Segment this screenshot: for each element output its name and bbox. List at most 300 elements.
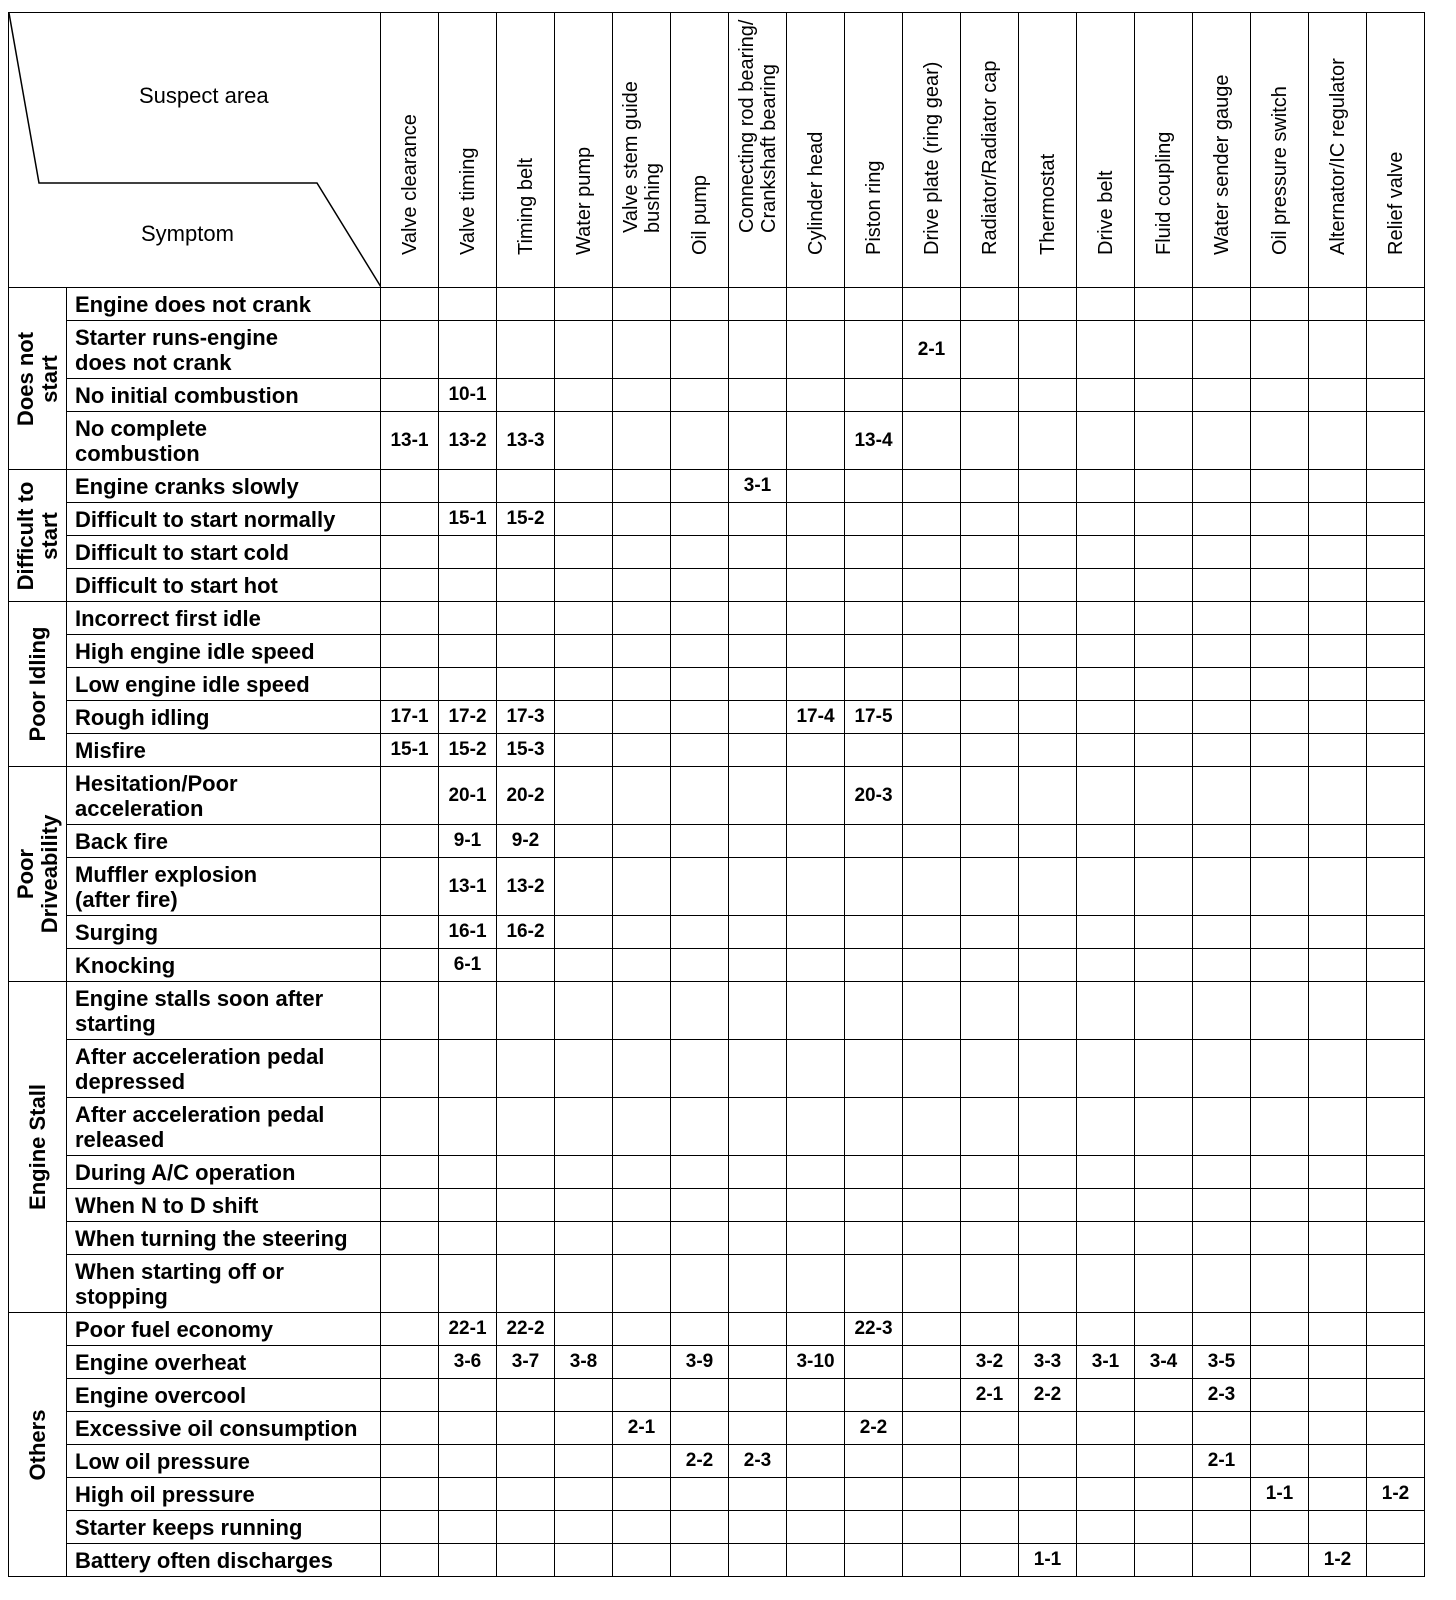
reference-cell: [671, 1478, 729, 1511]
reference-cell: [1193, 825, 1251, 858]
reference-cell: [1367, 825, 1425, 858]
symptom-cell: [67, 916, 381, 949]
reference-cell: 17-5: [845, 701, 903, 734]
reference-cell: 15-2: [439, 734, 497, 767]
reference-cell: [1077, 503, 1135, 536]
reference-cell: [1193, 536, 1251, 569]
reference-cell: [555, 1544, 613, 1577]
reference-cell: [1367, 668, 1425, 701]
reference-cell: [787, 1156, 845, 1189]
reference-cell: [903, 734, 961, 767]
reference-cell: [555, 1189, 613, 1222]
reference-cell: [671, 1544, 729, 1577]
reference-cell: 20-1: [439, 767, 497, 825]
reference-cell: [439, 288, 497, 321]
reference-cell: [961, 1412, 1019, 1445]
reference-cell: [1193, 379, 1251, 412]
symptom-cell: [67, 949, 381, 982]
symptom-cell: [67, 470, 381, 503]
reference-cell: [1309, 668, 1367, 701]
column-header-line: Valve timing: [456, 147, 479, 255]
reference-cell: [845, 635, 903, 668]
reference-cell: [729, 916, 787, 949]
reference-cell: [1309, 1098, 1367, 1156]
group-others: [9, 1313, 67, 1577]
symptom-cell: [67, 1478, 381, 1511]
reference-cell: [613, 858, 671, 916]
reference-cell: [1019, 858, 1077, 916]
column-header-fluid-coupling: [1135, 13, 1193, 288]
reference-cell: [1077, 1189, 1135, 1222]
reference-cell: [1309, 1511, 1367, 1544]
table-row: [9, 668, 1425, 701]
reference-cell: [1251, 982, 1309, 1040]
reference-cell: [845, 470, 903, 503]
reference-cell: [1193, 1511, 1251, 1544]
reference-cell: [1309, 1255, 1367, 1313]
reference-cell: [845, 602, 903, 635]
reference-cell: [845, 536, 903, 569]
reference-cell: [787, 1511, 845, 1544]
reference-cell: [497, 1478, 555, 1511]
reference-cell: [555, 470, 613, 503]
group-label: [26, 627, 50, 742]
reference-cell: [1135, 288, 1193, 321]
reference-cell: [1367, 916, 1425, 949]
reference-cell: 15-1: [439, 503, 497, 536]
reference-cell: [903, 668, 961, 701]
reference-cell: [381, 536, 439, 569]
group-label: [26, 1084, 50, 1210]
symptom-text: Hesitation/Poor: [75, 770, 238, 796]
reference-cell: [1193, 470, 1251, 503]
reference-cell: [1367, 1346, 1425, 1379]
reference-cell: [671, 1040, 729, 1098]
reference-cell: [613, 1098, 671, 1156]
reference-cell: [1367, 321, 1425, 379]
reference-cell: [1309, 858, 1367, 916]
reference-cell: [1193, 1412, 1251, 1445]
column-header-drive-plate-ring-gear: [903, 13, 961, 288]
reference-cell: [903, 1313, 961, 1346]
reference-cell: [1309, 949, 1367, 982]
symptom-text: combustion: [75, 440, 200, 466]
reference-cell: [1077, 1544, 1135, 1577]
table-row: [9, 734, 1425, 767]
reference-cell: [555, 701, 613, 734]
reference-cell: [381, 379, 439, 412]
reference-cell: [845, 916, 903, 949]
reference-cell: [729, 949, 787, 982]
reference-cell: [613, 1445, 671, 1478]
column-header-label: [1211, 75, 1233, 255]
reference-cell: [1135, 949, 1193, 982]
reference-cell: 17-4: [787, 701, 845, 734]
table-row: [9, 288, 1425, 321]
reference-cell: 3-2: [961, 1346, 1019, 1379]
reference-cell: [1193, 916, 1251, 949]
reference-cell: [1367, 635, 1425, 668]
reference-cell: [439, 1255, 497, 1313]
symptom-text: Surging: [75, 919, 159, 945]
reference-cell: [613, 1255, 671, 1313]
reference-cell: [613, 288, 671, 321]
reference-cell: [613, 1478, 671, 1511]
reference-cell: [555, 668, 613, 701]
reference-cell: [903, 1346, 961, 1379]
reference-cell: [671, 379, 729, 412]
reference-cell: [1077, 858, 1135, 916]
reference-cell: [903, 503, 961, 536]
reference-cell: [671, 536, 729, 569]
column-header-line: bushing: [641, 162, 664, 233]
symptom-text: After acceleration pedal: [75, 1101, 325, 1127]
group-label-line: start: [36, 354, 62, 403]
symptom-cell: [67, 1255, 381, 1313]
reference-cell: [1077, 982, 1135, 1040]
column-header-valve-timing: [439, 13, 497, 288]
reference-cell: [1077, 1379, 1135, 1412]
reference-cell: [1251, 1255, 1309, 1313]
reference-cell: [903, 767, 961, 825]
reference-cell: [787, 470, 845, 503]
reference-cell: [787, 536, 845, 569]
reference-cell: [1019, 288, 1077, 321]
reference-cell: [555, 379, 613, 412]
symptom-text: does not crank: [75, 349, 232, 375]
column-header-timing-belt: [497, 13, 555, 288]
column-header-label: [1037, 154, 1059, 255]
symptom-text: Engine overheat: [75, 1349, 247, 1375]
reference-cell: [845, 1255, 903, 1313]
reference-cell: [1309, 412, 1367, 470]
reference-cell: 2-2: [845, 1412, 903, 1445]
reference-cell: [729, 503, 787, 536]
reference-cell: [1251, 1189, 1309, 1222]
symptom-text: Incorrect first idle: [75, 605, 261, 631]
column-header-label: [1095, 171, 1117, 255]
reference-cell: [961, 668, 1019, 701]
column-header-line: Connecting rod bearing/: [735, 19, 758, 233]
reference-cell: [787, 1222, 845, 1255]
reference-cell: [729, 825, 787, 858]
reference-cell: [1135, 668, 1193, 701]
reference-cell: 3-1: [1077, 1346, 1135, 1379]
reference-cell: [729, 1040, 787, 1098]
reference-cell: [1193, 1313, 1251, 1346]
reference-cell: [1309, 1412, 1367, 1445]
symptom-text: No complete: [75, 415, 208, 441]
reference-cell: [1077, 412, 1135, 470]
reference-cell: [381, 1255, 439, 1313]
reference-cell: [1367, 1379, 1425, 1412]
column-header-line: Valve stem guide: [619, 81, 642, 233]
reference-cell: 16-1: [439, 916, 497, 949]
reference-cell: [961, 701, 1019, 734]
reference-cell: [903, 701, 961, 734]
table-row: [9, 1445, 1425, 1478]
reference-cell: [729, 635, 787, 668]
symptom-cell: [67, 1313, 381, 1346]
reference-cell: [961, 1544, 1019, 1577]
symptom-text: No initial combustion: [75, 382, 299, 408]
reference-cell: [1251, 1346, 1309, 1379]
reference-cell: [845, 1156, 903, 1189]
reference-cell: [729, 982, 787, 1040]
reference-cell: [381, 1379, 439, 1412]
symptom-text: starting: [75, 1010, 156, 1036]
reference-cell: [1019, 503, 1077, 536]
reference-cell: [1309, 288, 1367, 321]
reference-cell: [729, 536, 787, 569]
reference-cell: [555, 1222, 613, 1255]
reference-cell: [1019, 982, 1077, 1040]
reference-cell: [381, 1313, 439, 1346]
reference-cell: [845, 668, 903, 701]
reference-cell: [439, 1511, 497, 1544]
reference-cell: [1309, 1156, 1367, 1189]
reference-cell: [729, 1478, 787, 1511]
column-header-valve-clearance: [381, 13, 439, 288]
reference-cell: [671, 858, 729, 916]
reference-cell: [1135, 767, 1193, 825]
reference-cell: [1077, 1098, 1135, 1156]
reference-cell: [671, 288, 729, 321]
column-header-line: Cylinder head: [804, 131, 827, 255]
reference-cell: [729, 701, 787, 734]
reference-cell: [1367, 1156, 1425, 1189]
column-header-label: [979, 60, 1001, 255]
reference-cell: [1251, 536, 1309, 569]
reference-cell: [1077, 701, 1135, 734]
group-difficult-to-start: [9, 470, 67, 602]
group-label-line: Engine Stall: [24, 1084, 50, 1210]
reference-cell: 13-4: [845, 412, 903, 470]
reference-cell: [1135, 825, 1193, 858]
reference-cell: [787, 734, 845, 767]
group-label-line: Does not: [12, 331, 38, 426]
reference-cell: 1-2: [1367, 1478, 1425, 1511]
column-header-label: [863, 161, 885, 256]
reference-cell: [1367, 767, 1425, 825]
reference-cell: [1309, 1346, 1367, 1379]
column-header-line: Oil pressure switch: [1268, 86, 1291, 255]
reference-cell: [1251, 1379, 1309, 1412]
reference-cell: [1077, 1478, 1135, 1511]
table-row: [9, 379, 1425, 412]
reference-cell: 3-8: [555, 1346, 613, 1379]
reference-cell: 13-2: [439, 412, 497, 470]
reference-cell: [1019, 569, 1077, 602]
symptom-cell: [67, 701, 381, 734]
reference-cell: [555, 949, 613, 982]
reference-cell: [787, 288, 845, 321]
reference-cell: [1019, 1313, 1077, 1346]
reference-cell: [1193, 602, 1251, 635]
symptom-cell: [67, 1098, 381, 1156]
reference-cell: [613, 1189, 671, 1222]
reference-cell: [787, 767, 845, 825]
reference-cell: [845, 858, 903, 916]
reference-cell: [903, 1040, 961, 1098]
reference-cell: [1135, 1189, 1193, 1222]
reference-cell: [729, 1511, 787, 1544]
reference-cell: [729, 767, 787, 825]
symptom-text: Engine cranks slowly: [75, 473, 299, 499]
table-row: [9, 569, 1425, 602]
reference-cell: [1135, 982, 1193, 1040]
reference-cell: [555, 1255, 613, 1313]
reference-cell: [961, 1255, 1019, 1313]
reference-cell: [671, 767, 729, 825]
reference-cell: [787, 1544, 845, 1577]
reference-cell: [613, 734, 671, 767]
table-row: [9, 1255, 1425, 1313]
table-row: [9, 602, 1425, 635]
reference-cell: [903, 288, 961, 321]
reference-cell: [497, 379, 555, 412]
column-header-line: Oil pump: [688, 174, 711, 255]
reference-cell: [671, 1098, 729, 1156]
reference-cell: [961, 1156, 1019, 1189]
reference-cell: [1077, 916, 1135, 949]
reference-cell: [961, 412, 1019, 470]
reference-cell: 2-2: [671, 1445, 729, 1478]
column-header-water-pump: [555, 13, 613, 288]
reference-cell: [1019, 536, 1077, 569]
reference-cell: 13-3: [497, 412, 555, 470]
reference-cell: [1077, 379, 1135, 412]
reference-cell: [845, 825, 903, 858]
reference-cell: [1135, 1379, 1193, 1412]
column-header-line: Radiator/Radiator cap: [978, 60, 1001, 255]
reference-cell: [555, 1511, 613, 1544]
reference-cell: [613, 701, 671, 734]
reference-cell: 1-1: [1251, 1478, 1309, 1511]
header-row: [9, 13, 1425, 288]
suspect-area-label: Suspect area: [139, 83, 269, 108]
symptom-text: Knocking: [75, 952, 176, 978]
reference-cell: [1251, 1445, 1309, 1478]
reference-cell: [1367, 982, 1425, 1040]
reference-cell: [1309, 379, 1367, 412]
reference-cell: [497, 1189, 555, 1222]
symptom-cell: [67, 1189, 381, 1222]
reference-cell: [961, 1478, 1019, 1511]
table-row: [9, 412, 1425, 470]
reference-cell: [845, 1478, 903, 1511]
reference-cell: [961, 1511, 1019, 1544]
reference-cell: 2-1: [613, 1412, 671, 1445]
reference-cell: [671, 1379, 729, 1412]
column-header-label: [573, 147, 595, 255]
symptom-cell: [67, 668, 381, 701]
reference-cell: [1077, 1313, 1135, 1346]
table-row: [9, 1189, 1425, 1222]
reference-cell: [787, 916, 845, 949]
symptom-cell: [67, 569, 381, 602]
reference-cell: [903, 1478, 961, 1511]
reference-cell: [961, 825, 1019, 858]
reference-cell: [1193, 569, 1251, 602]
reference-cell: [787, 1478, 845, 1511]
reference-cell: [787, 1445, 845, 1478]
reference-cell: [671, 1255, 729, 1313]
reference-cell: [497, 1379, 555, 1412]
reference-cell: [1193, 412, 1251, 470]
reference-cell: 3-7: [497, 1346, 555, 1379]
reference-cell: [671, 668, 729, 701]
reference-cell: [439, 1222, 497, 1255]
column-header-label: [1327, 58, 1349, 255]
reference-cell: [787, 1189, 845, 1222]
reference-cell: 9-1: [439, 825, 497, 858]
reference-cell: [1077, 1412, 1135, 1445]
symptom-text: High oil pressure: [75, 1481, 255, 1507]
reference-cell: [787, 412, 845, 470]
reference-cell: [1135, 602, 1193, 635]
table-row: [9, 1222, 1425, 1255]
reference-cell: [381, 1156, 439, 1189]
reference-cell: [961, 635, 1019, 668]
reference-cell: [1019, 321, 1077, 379]
reference-cell: [729, 1346, 787, 1379]
group-poor-driveability: [9, 767, 67, 982]
reference-cell: [555, 602, 613, 635]
reference-cell: [961, 288, 1019, 321]
reference-cell: [1367, 1511, 1425, 1544]
column-header-alternator-ic-regulator: [1309, 13, 1367, 288]
reference-cell: [1019, 1098, 1077, 1156]
reference-cell: [1309, 734, 1367, 767]
reference-cell: [903, 470, 961, 503]
reference-cell: [729, 1156, 787, 1189]
reference-cell: [1309, 1478, 1367, 1511]
symptom-cell: [67, 982, 381, 1040]
symptom-cell: [67, 635, 381, 668]
reference-cell: [1135, 1478, 1193, 1511]
reference-cell: 2-3: [1193, 1379, 1251, 1412]
column-header-line: Fluid coupling: [1152, 131, 1175, 255]
reference-cell: [903, 1222, 961, 1255]
reference-cell: [1367, 1313, 1425, 1346]
reference-cell: [1077, 767, 1135, 825]
reference-cell: [1251, 288, 1309, 321]
symptom-text: High engine idle speed: [75, 638, 315, 664]
reference-cell: [1367, 734, 1425, 767]
column-header-oil-pump: [671, 13, 729, 288]
symptom-cell: [67, 1346, 381, 1379]
reference-cell: [1367, 569, 1425, 602]
symptom-cell: [67, 379, 381, 412]
reference-cell: [1019, 1412, 1077, 1445]
reference-cell: [729, 1255, 787, 1313]
reference-cell: [381, 288, 439, 321]
symptom-cell: [67, 825, 381, 858]
reference-cell: [1193, 668, 1251, 701]
reference-cell: [787, 982, 845, 1040]
reference-cell: 2-3: [729, 1445, 787, 1478]
symptom-text: Battery often discharges: [75, 1547, 333, 1573]
reference-cell: [1135, 635, 1193, 668]
reference-cell: 3-1: [729, 470, 787, 503]
column-header-label: [399, 114, 421, 255]
table-row: [9, 321, 1425, 379]
reference-cell: [961, 982, 1019, 1040]
reference-cell: [613, 916, 671, 949]
corner-header: [9, 13, 381, 288]
reference-cell: [1367, 412, 1425, 470]
